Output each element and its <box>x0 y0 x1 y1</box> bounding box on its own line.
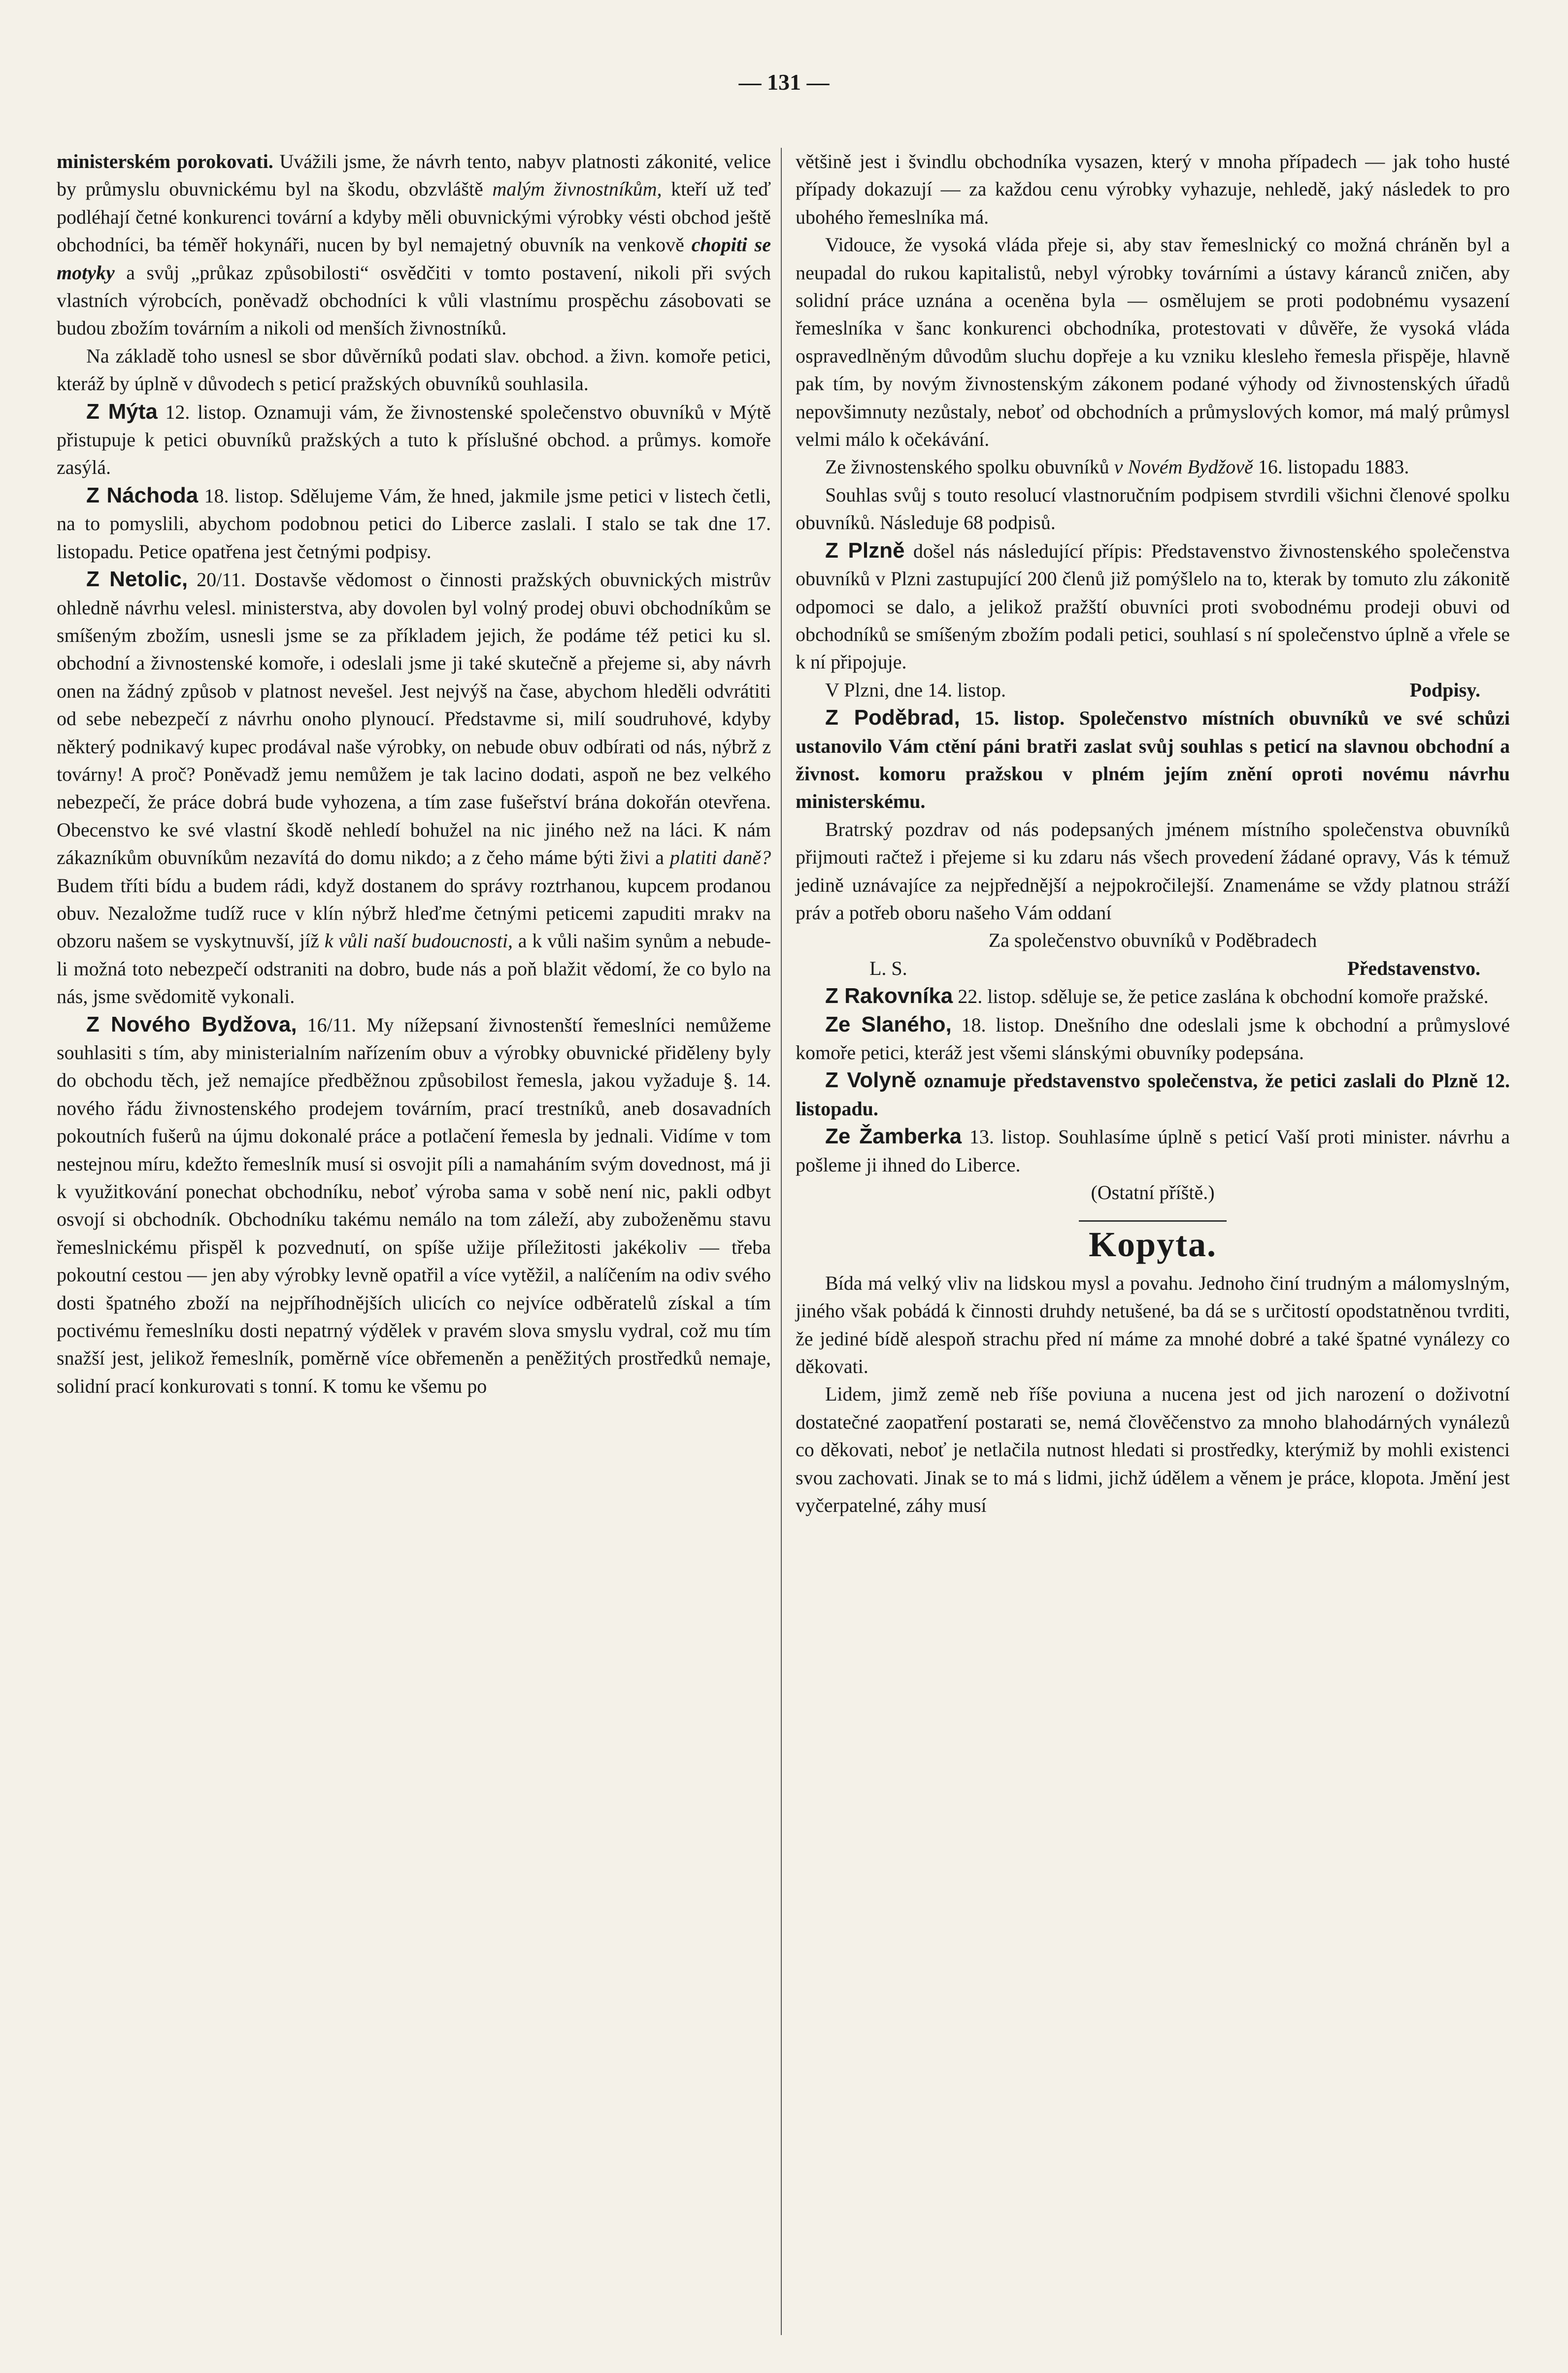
kopyta-paragraph-2: Lidem, jimž země neb říše poviuna a nucena jest od jich narození o doživotní dostatečné zaopatření postarati se, nemá člověčenstvo za mnoho blahodárných vynálezů co děkovati, neboť je netlačila nutnost hledati si prostředky, kterýmiž by mohli existenci svou zachovati. Jinak se to má s lidmi, jichž údělem a věnem je práce, klopota. Jmění jest vyčerpatelné, záhy musí <box>796 1383 1510 1517</box>
place-myto: Z Mýta <box>86 399 158 424</box>
rakovnik-paragraph <box>796 982 1510 1010</box>
intro-paragraph <box>57 148 771 342</box>
netolic-text-1: 20/11. Dostavše vědomost o činnosti pražských obuvnických mistrův ohledně návrhu velesl. ministerstva, aby dovolen byl volný prodej obuvi obchodníkům se smíšeným zbožím, usnesli jsme se za příkladem jejich, že podáme též petici ku sl. obchodní a živnostenské komoře, i odeslali jsme ji také skutečně a přejeme si, aby návrh onen na žádný způsob v platnost nevešel. Jest nejvýš na čase, abychom hleděli odvrátiti od sebe nebezpečí z návrhu onoho plynoucí. Představme si, milí soudruhové, kdyby některý podnikavý kupec prodával naše výrobky, on nebude obuv odbírati od nás, nýbrž z továrny! A proč? Poněvadž jemu nemůžem je tak lacino dodati, aspoň ne bez velkého nebezpečí, že práce dobrá bude vyhozena, a tím zase fušeřství brána dokořán otevřena. Obecenstvo ke své vlastní škodě nehledí bohužel na nic jiného než na láci. K nám zákazníkům obuvníkům nezavítá do domu nikdo; a z čeho máme býti živi a <box>57 568 771 869</box>
continuation-paragraph: většině jest i švindlu obchodníka vysazen, který v mnoha případech — jak toho husté případy dokazují — za každou cenu výrobky vyhazuje, nehledě, jaký následek to pro ubohého řemeslníka má. <box>796 150 1510 228</box>
place-rakovnik: Z Rakovníka <box>825 984 953 1008</box>
section-rule <box>1079 1220 1227 1222</box>
place-nachod: Z Náchoda <box>86 483 199 507</box>
place-volyne: Z Volyně <box>825 1068 917 1093</box>
intro-text-3: a svůj „průkaz způsobilosti“ osvědčiti v tomto postavení, nikoli při svých vlastních výrobcích, poněvadž obchodníci k vůli vlastnímu prospěchu zásobovati se budou zbožím továrním a nikoli od menších živnostníků. <box>57 261 771 339</box>
rakovnik-text: 22. listop. sděluje se, že petice zaslána k obchodní komoře pražské. <box>953 985 1489 1008</box>
zamberk-text: 13. listop. Souhlasíme úplně s peticí Vaší proti minister. návrhu a pošleme ji ihned do Liberce. <box>796 1126 1510 1176</box>
plzen-signature-line <box>796 676 1510 704</box>
zamberk-paragraph <box>796 1123 1510 1179</box>
intro-paragraph-2: Na základě toho usnesl se sbor důvěrníků podati slav. obchod. a živn. komoře petici, kteráž by úplně v důvodech s peticí pražských obuvníků souhlasila. <box>57 344 771 395</box>
netolic-text-2: Budem tříti bídu a budem rádi, když dostanem do správy roztrhanou, kupcem prodanou obuv. Nezaložme tudíž ruce v klín nýbrž hleďme četnými peticemi zapuditi mrakv na obzoru našem se vyskytnuvší, jíž <box>57 874 771 952</box>
spolek-paragraph <box>796 453 1510 481</box>
plzen-date: V Plzni, dne 14. listop. <box>825 678 1006 701</box>
podebrad-signature-line <box>796 955 1510 982</box>
podebrad-closing: Za společenstvo obuvníků v Poděbradech <box>988 929 1317 952</box>
place-zamberk: Ze Žamberka <box>825 1124 962 1149</box>
netolic-text-3: a k vůli našim synům a nebude-li možná toto nebezpečí odstraniti na dobro, bude nás a poň blažit vědomí, že co bylo na nás, jsme svědomitě vykonali. <box>57 930 771 1008</box>
place-podebrad: Z Poděbrad, <box>825 705 960 730</box>
plzen-paragraph <box>796 537 1510 676</box>
podebrad-text: 15. listop. Společenstvo místních obuvníků ve své schůzi ustanovilo Vám ctění páni bratři zaslat svůj souhlas s peticí na slavnou obchodní a živnost. komoru pražskou v plném jejím znění oproti novému návrhu ministerskému. <box>796 707 1510 813</box>
myto-paragraph <box>57 398 771 482</box>
slany-paragraph <box>796 1011 1510 1067</box>
podebrad-paragraph <box>796 704 1510 816</box>
spolek-italic: v Novém Bydžově <box>1114 456 1253 478</box>
intro-italic-1: malým živnostníkům, <box>492 178 662 201</box>
volyne-text: oznamuje představenstvo společenstva, že petici zaslali do Plzně 12. listopadu. <box>796 1070 1510 1120</box>
spolek-date: 16. listopadu 1883. <box>1253 456 1409 478</box>
novy-bydzov-paragraph <box>57 1011 771 1401</box>
place-netolic: Z Netolic, <box>86 567 188 592</box>
novy-bydzov-text: 16/11. My nížepsaní živnostenští řemeslníci nemůžeme souhlasiti s tím, aby ministerialním nařízením obuv a výrobky obuvnické přiděleny byly do obchodu těch, jež nemajíce předběžnou způsobilost řemesla, jakou vyžaduje §. 14. nového řádu živnostenského prodejem továrním, prací trestníků, aneb dosavadních pokoutních fušerů na újmu dokonalé práce a potlačení řemesla by jednali. Vidíme v tom nestejnou míru, kdežto řemeslník musí si osvojit píli a namaháním svým dovednost, má ji k využitkování ponechat obchodníku, neboť výroba sama v sobě není nic, pakli odbyt osvojí si obchodník. Obchodníku takému nemálo na tom záleží, aby zuboženěmu stavu řemeslnickému přispěl k pozvednutí, on spíše užije příležitosti jakékoliv — třeba pokoutní cestou — jen aby výrobky levně opatřil a více vytěžil, a nalíčením na odiv svého dosti špatného zboží na nejpříhodnějších ulicích co nejvíce odběratelů získal a tím poctivému řemeslníku dosti nepatrný výdělek v pravém slova smyslu vydral, což mu tím snažší jest, jelikož řemeslník, poměrně více obřemeněn a peněžitých prostředků nemaje, solidní prací konkurovati s tonní. K tomu ke všemu po <box>57 1013 771 1397</box>
nachod-text: 18. listop. Sdělujeme Vám, že hned, jakmile jsme petici v listech četli, na to pomyslili, abychom podobnou petici do Liberce zaslali. I stalo se tak dne 17. listopadu. Petice opatřena jest četnými podpisy. <box>57 484 771 563</box>
intro-text: Uvážili jsme, že návrh tento, nabyv platnosti zákonité, velice by průmyslu obuvnickému byl na škodu, obzvláště <box>57 150 771 201</box>
volyne-paragraph <box>796 1067 1510 1123</box>
right-column <box>796 148 1510 1520</box>
podebrad-paragraph-2: Bratrský pozdrav od nás podepsaných jménem místního společenstva obuvníků přijmouti račtež i přejeme si ku zdaru nás všech provedení žádané opravy, Vás k témuž jedině uznávajíce za nejpřednější a nejpokročilejší. Znamenáme se vždy platnou stráží práv a potřeb oboru našeho Vám oddaní <box>796 818 1510 924</box>
column-divider <box>781 148 782 2335</box>
plzen-text: došel nás následující přípis: Představenstvo živnostenského společenstva obuvníků v Plzni zastupující 200 členů již pomýšlelo na to, kterak by tomuto zlu zákonitě odpomoci se dalo, a jelikož pražští obuvníci proti svobodnému prodeji obuvi od obchodníků se smíšeným zbožím podali petici, souhlasí s ní společenstvo úplně a vřele se k ní připojuje. <box>796 539 1510 673</box>
netolic-italic-2: k vůli naší budoucnosti, <box>324 930 513 952</box>
kopyta-paragraph-1: Bída má velký vliv na lidskou mysl a povahu. Jednoho činí trudným a málomyslným, jiného však pobádá k činnosti druhdy netušené, ba dá se s určitostí opodstatněnou tvrditi, že jediné bídě alespoň strachu před ní máme za mnohé dobré a také špatné vynálezy co děkovati. <box>796 1271 1510 1378</box>
nachod-paragraph <box>57 482 771 566</box>
netolic-paragraph <box>57 566 771 1011</box>
souhlas-paragraph: Souhlas svůj s touto resolucí vlastnoručním podpisem stvrdili všichni členové spolku obuvníků. Následuje 68 podpisů. <box>796 483 1510 534</box>
intro-text-2: kteří už teď podléhají četné konkurenci tovární a kdyby měli obuvnickými výrobky vésti obchod ještě obchodníci, ba téměř hokynáři, nucen by byl nemajetný obuvník na venkově <box>57 178 771 256</box>
podebrad-board: Představenstvo. <box>1347 957 1480 979</box>
place-plzen: Z Plzně <box>825 538 905 563</box>
podebrad-ls: L. S. <box>869 957 907 979</box>
intro-lead: ministerském porokovati. <box>57 150 273 172</box>
place-novy-bydzov: Z Nového Bydžova, <box>86 1012 297 1036</box>
slany-text: 18. listop. Dnešního dne odeslali jsme k obchodní a průmyslové komoře petici, kteráž jest všemi slánskými obuvníky podepsána. <box>796 1013 1510 1064</box>
myto-text: 12. listop. Oznamuji vám, že živnostenské společenstvo obuvníků v Mýtě přistupuje k petici obuvníků pražských a tuto k příslušné obchod. a průmys. komoře zasýlá. <box>57 401 771 479</box>
spolek-text: Ze živnostenského spolku obuvníků <box>825 456 1114 478</box>
page-number: — 131 — <box>738 69 830 95</box>
place-slany: Ze Slaného, <box>825 1012 952 1036</box>
vidouce-paragraph: Vidouce, že vysoká vláda přeje si, aby stav řemeslnický co možná chráněn byl a neupadal do rukou kapitalistů, nebyl výrobky továrními a ústavy káranců zničen, aby solidní práce uznána a oceněna byla — osmělujem se proti podobnému vysazení řemeslníka v šanc konkurenci obchodníka, protestovati v důvěře, že vysoká vláda ospravedlněným důvodům sluchu dopřeje a ku vzniku klesleho řemesla přispěje, hlavně pak tím, by novým živnostenským zákonem podané výhody od živnostenských úřadů nepovšimnuty nezůstaly, neboť od obchodních a průmyslových komor, má malý průmysl velmi málo k očekávání. <box>796 234 1510 451</box>
left-column <box>57 148 771 1400</box>
kopyta-title: Kopyta. <box>1088 1225 1217 1265</box>
netolic-italic: platiti daně? <box>669 846 771 869</box>
intro-italic-2: chopiti se motyky <box>57 234 771 284</box>
continued-note: (Ostatní příště.) <box>1091 1181 1215 1204</box>
plzen-signature: Podpisy. <box>1409 678 1480 701</box>
